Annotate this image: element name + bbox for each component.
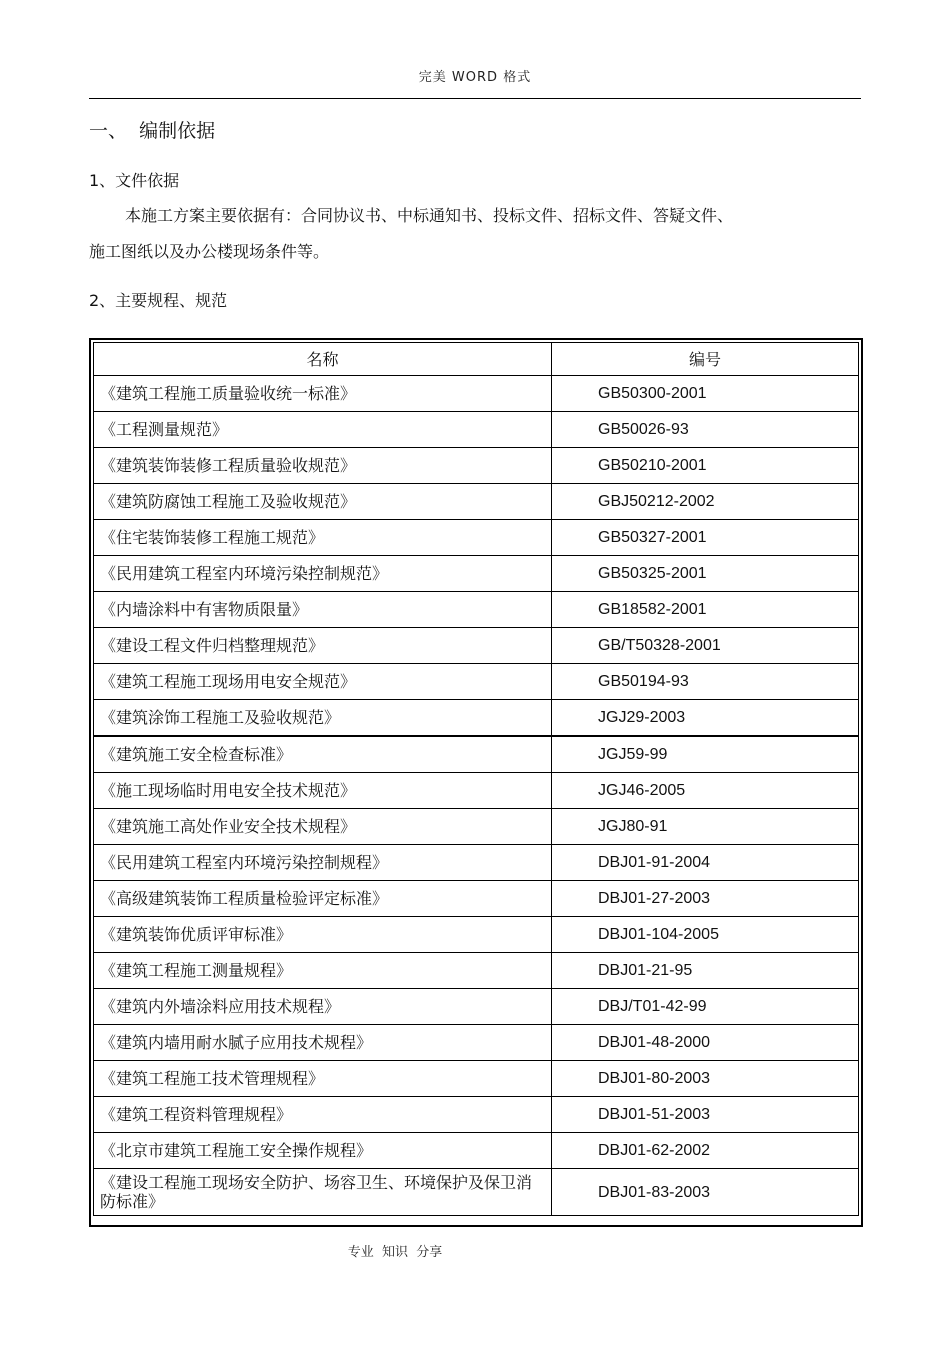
table-row (94, 592, 859, 628)
standard-name-cell: 《建筑工程资料管理规程》 (94, 1097, 552, 1133)
standard-code-cell: GB18582-2001 (552, 592, 859, 628)
table-row (94, 773, 859, 809)
section-title: 一、 编制依据 (89, 120, 216, 142)
column-header-name: 名称 (94, 343, 552, 376)
standard-name-cell: 《建筑工程施工现场用电安全规范》 (94, 664, 552, 700)
table-row (94, 1025, 859, 1061)
standards-table (93, 342, 859, 1216)
table-header-row (94, 343, 859, 376)
standard-name-cell: 《工程测量规范》 (94, 412, 552, 448)
standard-name-cell: 《建设工程施工现场安全防护、场容卫生、环境保护及保卫消防标准》 (94, 1169, 552, 1216)
standard-code-cell: DBJ01-83-2003 (552, 1169, 859, 1216)
standard-code-cell: DBJ01-80-2003 (552, 1061, 859, 1097)
table-row (94, 484, 859, 520)
standard-code-cell: DBJ/T01-42-99 (552, 989, 859, 1025)
paragraph-line-1: 本施工方案主要依据有：合同协议书、中标通知书、投标文件、招标文件、答疑文件、 (125, 206, 734, 225)
standard-name-cell: 《民用建筑工程室内环境污染控制规程》 (94, 845, 552, 881)
column-header-code: 编号 (552, 343, 859, 376)
standard-code-cell: JGJ80-91 (552, 809, 859, 845)
table-row (94, 520, 859, 556)
standard-code-cell: GB/T50328-2001 (552, 628, 859, 664)
standard-code-cell: JGJ46-2005 (552, 773, 859, 809)
table-row (94, 448, 859, 484)
table-row (94, 628, 859, 664)
standard-code-cell: GBJ50212-2002 (552, 484, 859, 520)
standard-name-cell: 《施工现场临时用电安全技术规范》 (94, 773, 552, 809)
standard-code-cell: DBJ01-91-2004 (552, 845, 859, 881)
table-row (94, 1061, 859, 1097)
subsection-title-2: 2、主要规程、规范 (89, 291, 228, 310)
standard-name-cell: 《民用建筑工程室内环境污染控制规范》 (94, 556, 552, 592)
standard-name-cell: 《建筑工程施工质量验收统一标准》 (94, 376, 552, 412)
standard-code-cell: DBJ01-48-2000 (552, 1025, 859, 1061)
paragraph-line-2: 施工图纸以及办公楼现场条件等。 (89, 242, 330, 261)
header-divider (89, 98, 861, 99)
table-row (94, 376, 859, 412)
standard-name-cell: 《建筑涂饰工程施工及验收规范》 (94, 700, 552, 737)
standard-name-cell: 《建筑装饰优质评审标准》 (94, 917, 552, 953)
standard-name-cell: 《建筑施工安全检查标准》 (94, 736, 552, 773)
standard-name-cell: 《高级建筑装饰工程质量检验评定标准》 (94, 881, 552, 917)
subsection-title-1: 1、文件依据 (89, 171, 180, 190)
table-row (94, 700, 859, 737)
standards-table-frame (89, 338, 863, 1227)
page-header: 完美 WORD 格式 (418, 70, 532, 85)
standard-code-cell: GB50325-2001 (552, 556, 859, 592)
standard-code-cell: GB50327-2001 (552, 520, 859, 556)
standard-name-cell: 《建筑内外墙涂料应用技术规程》 (94, 989, 552, 1025)
standard-code-cell: DBJ01-21-95 (552, 953, 859, 989)
standard-name-cell: 《建筑装饰装修工程质量验收规范》 (94, 448, 552, 484)
table-row (94, 917, 859, 953)
standard-code-cell: JGJ59-99 (552, 736, 859, 773)
standard-code-cell: JGJ29-2003 (552, 700, 859, 737)
table-row (94, 1097, 859, 1133)
standard-name-cell: 《住宅装饰装修工程施工规范》 (94, 520, 552, 556)
standard-code-cell: GB50210-2001 (552, 448, 859, 484)
table-row (94, 556, 859, 592)
table-row (94, 664, 859, 700)
standard-name-cell: 《建筑工程施工测量规程》 (94, 953, 552, 989)
table-row (94, 736, 859, 773)
page-footer: 专业 知识 分享 (347, 1245, 443, 1260)
standard-code-cell: DBJ01-104-2005 (552, 917, 859, 953)
standard-code-cell: GB50300-2001 (552, 376, 859, 412)
standard-name-cell: 《北京市建筑工程施工安全操作规程》 (94, 1133, 552, 1169)
standard-code-cell: GB50026-93 (552, 412, 859, 448)
standard-name-cell: 《建筑施工高处作业安全技术规程》 (94, 809, 552, 845)
table-row (94, 809, 859, 845)
table-row (94, 412, 859, 448)
table-row (94, 845, 859, 881)
table-row (94, 953, 859, 989)
standard-name-cell: 《建设工程文件归档整理规范》 (94, 628, 552, 664)
table-row (94, 989, 859, 1025)
standard-code-cell: DBJ01-51-2003 (552, 1097, 859, 1133)
table-body (94, 376, 859, 1216)
table-row (94, 881, 859, 917)
standard-code-cell: DBJ01-27-2003 (552, 881, 859, 917)
standard-name-cell: 《建筑防腐蚀工程施工及验收规范》 (94, 484, 552, 520)
table-row (94, 1169, 859, 1216)
standard-name-cell: 《建筑工程施工技术管理规程》 (94, 1061, 552, 1097)
standard-code-cell: DBJ01-62-2002 (552, 1133, 859, 1169)
standard-code-cell: GB50194-93 (552, 664, 859, 700)
standard-name-cell: 《内墙涂料中有害物质限量》 (94, 592, 552, 628)
standard-name-cell: 《建筑内墙用耐水腻子应用技术规程》 (94, 1025, 552, 1061)
table-row (94, 1133, 859, 1169)
